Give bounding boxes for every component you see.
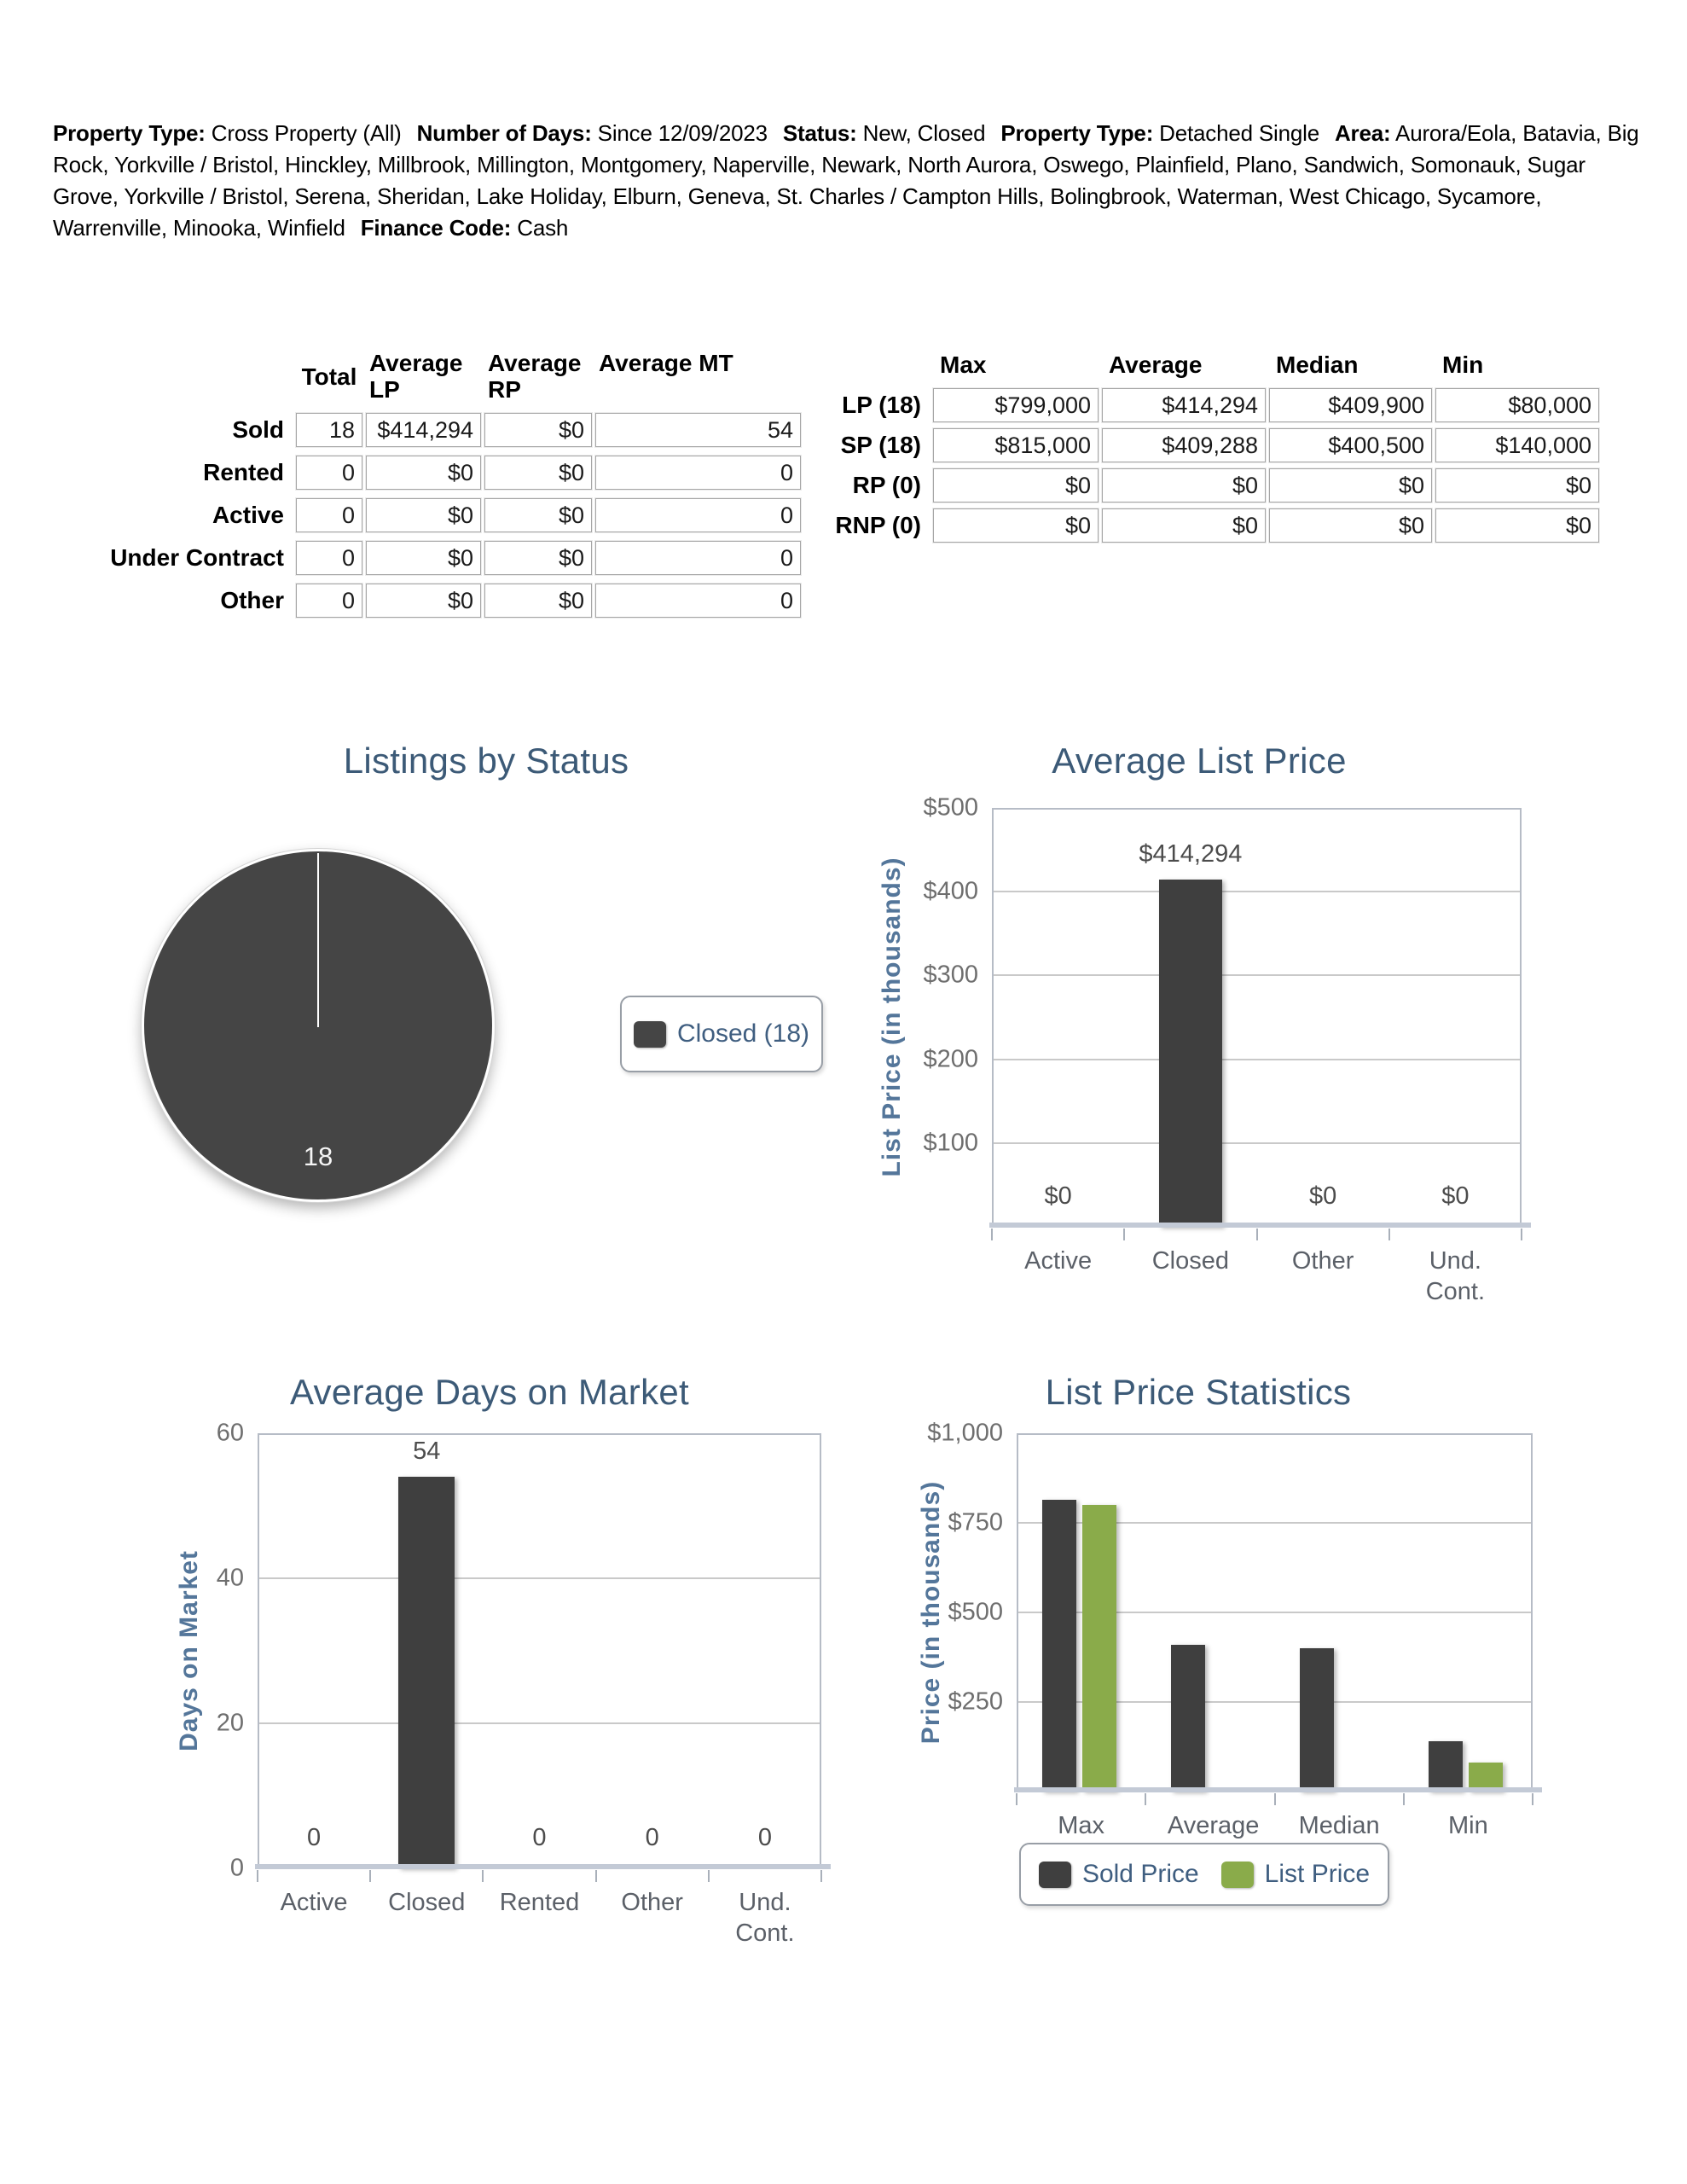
average-list-price-xtick: [1123, 1228, 1125, 1240]
average-days-on-market-bar-value-label: 0: [307, 1824, 322, 1851]
average-list-price-ytick-label: $500: [923, 793, 978, 822]
legend-item: [1039, 1860, 1199, 1889]
summary-row-label: Under Contract: [110, 544, 284, 571]
legend-label: List Price: [1264, 1860, 1371, 1888]
price-stats-col-header: Min: [1442, 351, 1484, 378]
header-field-label: Number of Days:: [416, 120, 592, 146]
summary-cell: 0: [595, 456, 801, 490]
average-list-price-xtick: [1388, 1228, 1390, 1240]
price-stats-cell: $414,294: [1102, 388, 1266, 422]
summary-cell: $0: [366, 584, 481, 618]
summary-cell: 0: [296, 541, 362, 575]
price-stats-cell: $80,000: [1435, 388, 1599, 422]
price-stats-cell: $0: [1269, 508, 1432, 543]
list-price-statistics-bar-list-price: [1082, 1505, 1116, 1792]
legend-label: Sold Price: [1081, 1860, 1199, 1888]
average-list-price-bar: [1159, 880, 1222, 1227]
summary-cell: 0: [296, 456, 362, 490]
average-list-price-ytick-label: $200: [923, 1045, 978, 1073]
summary-cell: $0: [366, 498, 481, 532]
header-field-label: Finance Code:: [360, 215, 512, 241]
list-price-statistics-x-category-label: Median: [1298, 1812, 1380, 1839]
summary-row-label: Sold: [232, 416, 284, 443]
average-list-price-x-category-label: Active: [1024, 1247, 1093, 1275]
average-days-on-market-xtick: [482, 1870, 484, 1882]
average-days-on-market-x-category-label: Und. Cont.: [735, 1889, 795, 1948]
price-stats-row-label: SP (18): [840, 432, 921, 458]
price-stats-row-label: RNP (0): [835, 512, 921, 538]
list-price-stats-yaxis-title: Price (in thousands): [917, 1480, 945, 1745]
price-stats-col-header: Max: [940, 351, 987, 378]
average-days-on-market-xtick: [820, 1870, 822, 1882]
price-stats-cell: $400,500: [1269, 428, 1432, 462]
average-days-on-market-ytick-label: 20: [216, 1709, 244, 1737]
list-price-statistics-bar-sold-price: [1042, 1500, 1076, 1792]
avg-list-price-yaxis-title: List Price (in thousands): [878, 857, 906, 1177]
average-days-on-market-x-axis-line: [255, 1864, 831, 1869]
pie-chart-closed-slice: [142, 849, 495, 1202]
average-list-price-x-category-label: Und. Cont.: [1425, 1247, 1486, 1306]
list-price-statistics-xtick: [1274, 1793, 1276, 1805]
average-days-on-market-bar-value-label: 0: [757, 1824, 772, 1851]
average-list-price-xtick: [1256, 1228, 1258, 1240]
summary-cell: $414,294: [366, 413, 481, 447]
price-stats-cell: $0: [1435, 468, 1599, 502]
price-stats-cell: $409,900: [1269, 388, 1432, 422]
list-price-statistics-xtick: [1532, 1793, 1533, 1805]
price-stats-cell: $0: [1269, 468, 1432, 502]
summary-cell: $0: [484, 456, 592, 490]
avg-days-title: Average Days on Market: [289, 1372, 690, 1412]
legend-swatch: [1039, 1862, 1071, 1888]
average-days-on-market-xtick: [595, 1870, 597, 1882]
average-list-price-x-category-label: Closed: [1151, 1247, 1230, 1275]
price-stats-cell: $0: [1102, 468, 1266, 502]
summary-cell: 0: [296, 498, 362, 532]
summary-cell: $0: [484, 584, 592, 618]
average-list-price-x-category-label: Other: [1291, 1247, 1354, 1275]
list-price-statistics-xtick: [1016, 1793, 1017, 1805]
average-days-on-market-x-category-label: Other: [621, 1889, 683, 1916]
list-price-statistics-x-axis-line: [1014, 1787, 1542, 1792]
summary-cell: 0: [595, 584, 801, 618]
summary-cell: $0: [484, 498, 592, 532]
average-days-on-market-bar: [398, 1477, 455, 1868]
average-list-price-xtick: [991, 1228, 993, 1240]
average-list-price-bar-value-label: $0: [1441, 1182, 1470, 1210]
average-days-on-market-gridline: [259, 1577, 820, 1579]
summary-col-header: Average LP: [369, 350, 463, 404]
list-price-statistics-bar-sold-price: [1171, 1645, 1205, 1792]
average-list-price-ytick-label: $300: [923, 961, 978, 989]
price-stats-cell: $140,000: [1435, 428, 1599, 462]
price-stats-row-label: RP (0): [852, 472, 921, 498]
price-stats-header-spacer: [823, 351, 930, 382]
summary-table: [98, 350, 801, 618]
price-stats-col-header: Median: [1276, 351, 1359, 378]
average-days-on-market-ytick-label: 40: [216, 1564, 244, 1592]
list-price-statistics-x-category-label: Max: [1058, 1812, 1105, 1839]
price-stats-cell: $815,000: [933, 428, 1099, 462]
price-stats-table: [823, 351, 1599, 543]
average-list-price-bar-value-label: $0: [1044, 1182, 1072, 1210]
summary-col-header: Average MT: [599, 350, 733, 376]
average-list-price-ytick-label: $100: [923, 1129, 978, 1157]
average-list-price-x-axis-line: [989, 1223, 1531, 1228]
pie-slice-value-label: 18: [303, 1141, 333, 1171]
average-list-price-bar-value-label: $414,294: [1139, 840, 1243, 868]
list-price-statistics-xtick: [1145, 1793, 1146, 1805]
average-list-price-xtick: [1521, 1228, 1522, 1240]
average-list-price-gridline: [994, 891, 1520, 892]
list-price-stats-legend: [1019, 1843, 1389, 1906]
list-price-statistics-xtick: [1403, 1793, 1405, 1805]
price-stats-cell: $409,288: [1102, 428, 1266, 462]
average-days-on-market-bar-value-label: 0: [532, 1824, 547, 1851]
price-stats-cell: $0: [933, 508, 1099, 543]
list-price-statistics-bar-sold-price: [1429, 1741, 1463, 1792]
summary-row-label: Other: [220, 587, 284, 613]
summary-cell: $0: [484, 541, 592, 575]
summary-cell: 0: [595, 498, 801, 532]
average-list-price-ytick-label: $400: [923, 877, 978, 905]
pie-chart-title: Listings by Status: [343, 741, 629, 781]
summary-header-spacer: [98, 350, 293, 404]
average-days-on-market-xtick: [708, 1870, 710, 1882]
list-price-stats-title: List Price Statistics: [1045, 1372, 1352, 1412]
list-price-statistics-ytick-label: $750: [948, 1508, 1003, 1536]
average-days-on-market-ytick-label: 0: [229, 1854, 244, 1882]
legend-item: [1221, 1860, 1370, 1889]
summary-cell: 0: [595, 541, 801, 575]
avg-days-yaxis-title: Days on Market: [175, 1550, 203, 1751]
list-price-statistics-ytick-label: $1,000: [927, 1419, 1003, 1447]
summary-row-label: Active: [212, 502, 284, 528]
average-days-on-market-xtick: [257, 1870, 258, 1882]
summary-cell: 18: [296, 413, 362, 447]
summary-row-label: Rented: [203, 459, 284, 485]
summary-cell: 54: [595, 413, 801, 447]
average-days-on-market-x-category-label: Rented: [499, 1889, 580, 1916]
price-stats-row-label: LP (18): [842, 392, 921, 418]
price-stats-cell: $0: [1435, 508, 1599, 543]
price-stats-cell: $799,000: [933, 388, 1099, 422]
average-days-on-market-x-category-label: Active: [280, 1889, 348, 1916]
summary-col-header: Average RP: [488, 350, 582, 404]
avg-list-price-title: Average List Price: [1052, 741, 1347, 781]
price-stats-cell: $0: [1102, 508, 1266, 543]
header-field-label: Area:: [1334, 120, 1391, 146]
average-days-on-market-ytick-label: 60: [216, 1419, 244, 1447]
price-stats-col-header: Average: [1109, 351, 1203, 378]
header-field-label: Status:: [782, 120, 857, 146]
legend-item: [634, 1019, 809, 1048]
pie-chart-legend: [620, 996, 823, 1072]
summary-cell: $0: [366, 456, 481, 490]
price-stats-cell: $0: [933, 468, 1099, 502]
average-days-on-market-bar-value-label: 0: [645, 1824, 659, 1851]
list-price-statistics-x-category-label: Min: [1448, 1812, 1488, 1839]
average-days-on-market-bar-value-label: 54: [413, 1438, 441, 1465]
header-field-label: Property Type:: [1000, 120, 1154, 146]
average-list-price-gridline: [994, 974, 1520, 976]
list-price-statistics-ytick-label: $250: [948, 1687, 1003, 1716]
average-list-price-bar-value-label: $0: [1308, 1182, 1337, 1210]
pie-slice-divider: [317, 853, 319, 1027]
summary-col-header: Total: [301, 363, 357, 391]
average-list-price-plot-area: [992, 808, 1522, 1227]
list-price-statistics-ytick-label: $500: [948, 1598, 1003, 1626]
list-price-statistics-x-category-label: Average: [1167, 1812, 1260, 1839]
list-price-statistics-bar-sold-price: [1300, 1648, 1334, 1792]
average-list-price-gridline: [994, 1142, 1520, 1144]
header-field-label: Property Type:: [53, 120, 206, 146]
average-days-on-market-gridline: [259, 1722, 820, 1724]
summary-cell: $0: [484, 413, 592, 447]
legend-swatch: [634, 1021, 666, 1048]
legend-label: Closed (18): [676, 1019, 810, 1048]
legend-swatch: [1221, 1862, 1254, 1888]
average-days-on-market-xtick: [369, 1870, 371, 1882]
summary-cell: 0: [296, 584, 362, 618]
average-list-price-gridline: [994, 1059, 1520, 1060]
summary-cell: $0: [366, 541, 481, 575]
average-days-on-market-x-category-label: Closed: [388, 1889, 466, 1916]
report-criteria-header: Property Type: Cross Property (All) Number of Days: Since 12/09/2023 Status: New, Closed Property Type: Detached Single Area: Aurora/Eola, Batavia, Big Rock, Yorkville / Bristol, Hinckley, Millbrook, Millington, Montgomery, Naperville, Newark, North Aurora, Oswego, Plainfield, Plano, Sandwich, Somonauk, Sugar Grove, Yorkville / Bristol, Serena, Sheridan, Lake Holiday, Elburn, Geneva, St. Charles / Campton Hills, Bolingbrook, Waterman, West Chicago, Sycamore, Warrenville, Minooka, Winfield Finance Code: Cash: [53, 120, 1639, 241]
average-days-on-market-plot-area: [258, 1433, 821, 1868]
